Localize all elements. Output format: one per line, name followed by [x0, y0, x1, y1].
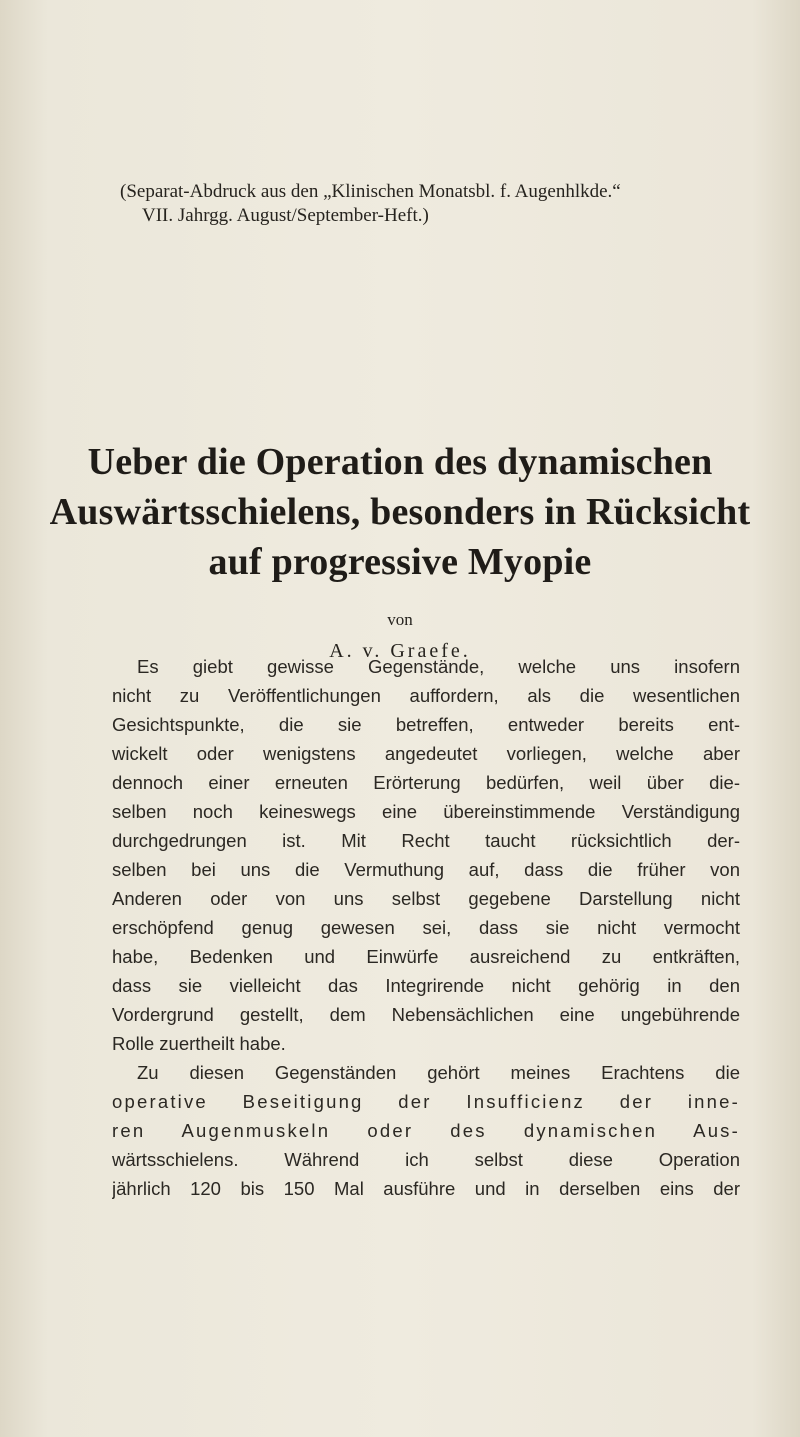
article-title-line-2: Auswärtsschielens, besonders in Rücksicht	[49, 491, 751, 533]
body-line: Anderen oder von uns selbst gegebene Darstellung nicht	[112, 888, 740, 909]
offprint-note-line-1: (Separat-Abdruck aus den „Klinischen Monatsbl. f. Augenhlkde.“	[120, 181, 621, 202]
body-line: habe, Bedenken und Einwürfe ausreichend zu entkräften,	[112, 946, 740, 967]
body-line: Es giebt gewisse Gegenstände, welche uns insofern	[137, 656, 740, 677]
byline-author: A. v. Graefe.	[329, 640, 471, 662]
body-line: Vordergrund gestellt, dem Nebensächlichen eine ungebührende	[112, 1004, 740, 1025]
body-line: dass sie vielleicht das Integrirende nicht gehörig in den	[112, 975, 740, 996]
body-line: durchgedrungen ist. Mit Recht taucht rücksichtlich der-	[112, 830, 740, 851]
body-line: Rolle zuertheilt habe.	[112, 1033, 286, 1054]
body-line: nicht zu Veröffentlichungen auffordern, als die wesentlichen	[112, 685, 740, 706]
body-line: selben bei uns die Vermuthung auf, dass die früher von	[112, 859, 740, 880]
body-line: operative Beseitigung der Insufficienz der inne-	[112, 1091, 740, 1112]
body-line: jährlich 120 bis 150 Mal ausführe und in derselben eins der	[112, 1178, 740, 1199]
body-line: selben noch keineswegs eine übereinstimmende Verständigung	[112, 801, 740, 822]
body-line: erschöpfend genug gewesen sei, dass sie nicht vermocht	[112, 917, 740, 938]
body-line: ren Augenmuskeln oder des dynamischen Aus-	[112, 1120, 740, 1141]
body-line: Zu diesen Gegenständen gehört meines Erachtens die	[137, 1062, 740, 1083]
offprint-note-line-2: VII. Jahrgg. August/September-Heft.)	[142, 205, 429, 226]
body-line: dennoch einer erneuten Erörterung bedürfen, weil über die-	[112, 772, 740, 793]
article-title-line-3: auf progressive Myopie	[208, 541, 592, 583]
article-title-line-1: Ueber die Operation des dynamischen	[87, 441, 713, 483]
body-line: wickelt oder wenigstens angedeutet vorliegen, welche aber	[112, 743, 740, 764]
body-line: wärtsschielens. Während ich selbst diese Operation	[112, 1149, 740, 1170]
body-line: Gesichtspunkte, die sie betreffen, entweder bereits ent-	[112, 714, 740, 735]
byline-von: von	[387, 610, 413, 629]
